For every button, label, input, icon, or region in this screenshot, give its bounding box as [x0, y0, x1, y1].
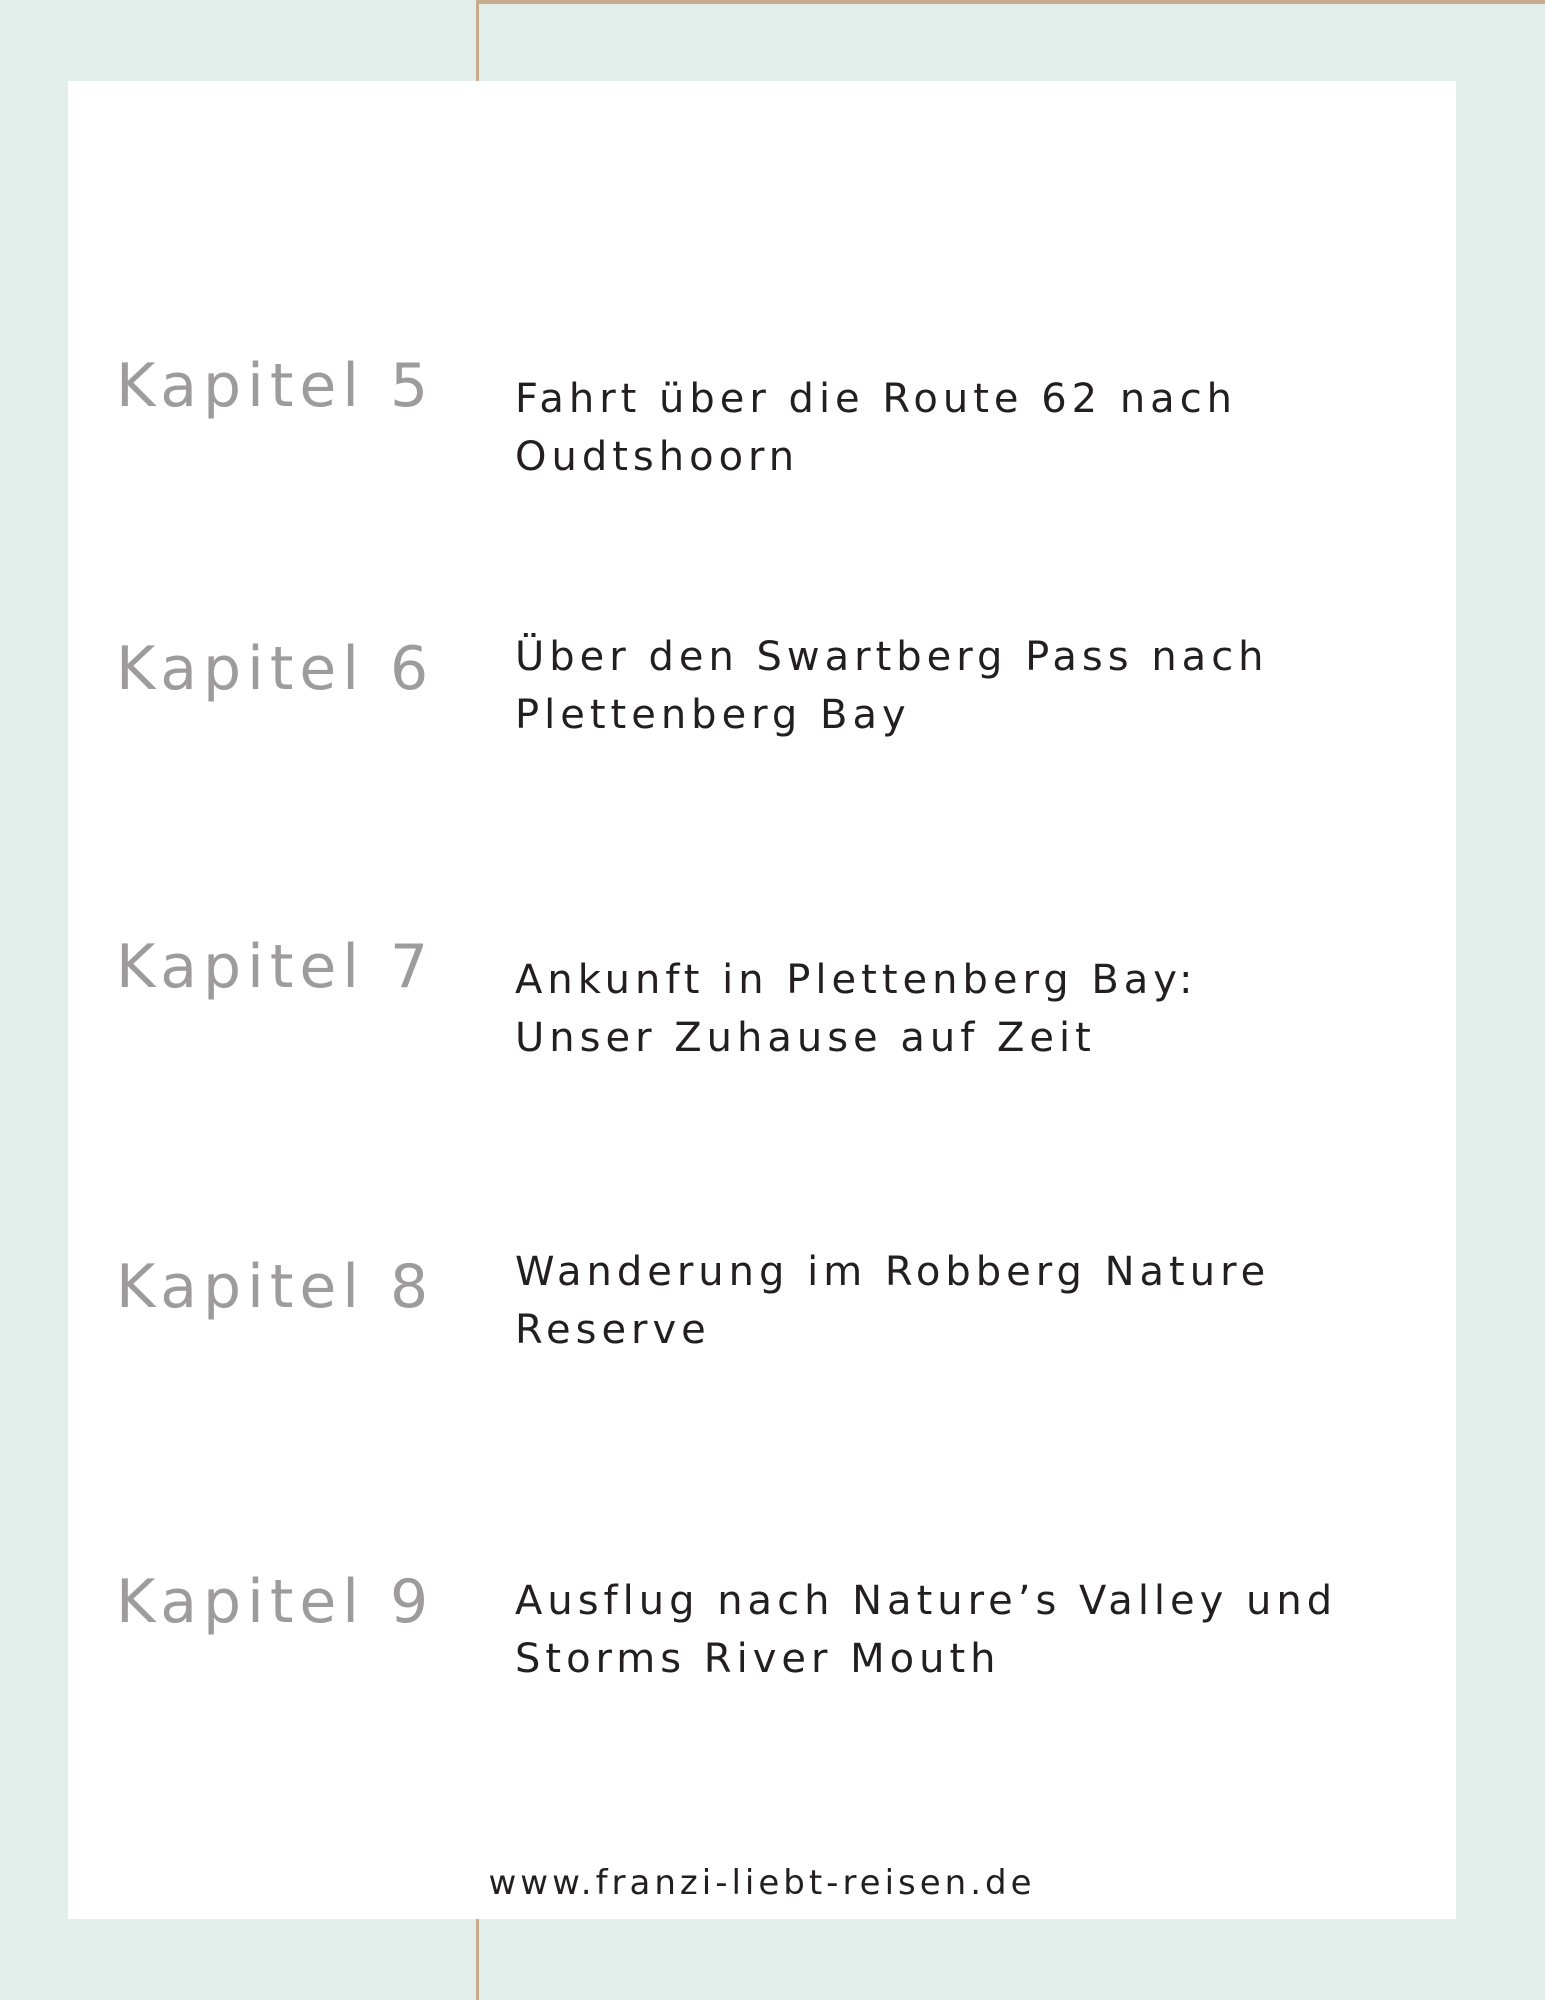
chapter-title-line: Storms River Mouth — [515, 1636, 1001, 1682]
chapter-label: Kapitel 7 — [116, 932, 435, 1002]
chapter-title-line: Unser Zuhause auf Zeit — [515, 1015, 1096, 1061]
chapter-title-line: Fahrt über die Route 62 nach — [515, 376, 1238, 422]
chapter-label: Kapitel 8 — [116, 1252, 435, 1322]
chapter-label: Kapitel 6 — [116, 634, 435, 704]
chapter-title — [515, 370, 1415, 486]
chapter-title-line: Plettenberg Bay — [515, 692, 911, 738]
chapter-title-line: Reserve — [515, 1307, 711, 1353]
chapter-label: Kapitel 9 — [116, 1567, 435, 1637]
chapter-title-line: Über den Swartberg Pass nach — [515, 634, 1269, 680]
chapter-title-line: Ausflug nach Nature’s Valley und — [515, 1578, 1338, 1624]
chapter-title-line: Ankunft in Plettenberg Bay: — [515, 957, 1198, 1003]
footer-website-url: www.franzi-liebt-reisen.de — [488, 1863, 1036, 1903]
chapter-title — [515, 951, 1415, 1067]
chapter-title-line: Wanderung im Robberg Nature — [515, 1249, 1271, 1295]
chapter-title — [515, 628, 1415, 744]
table-of-contents-page — [68, 81, 1456, 1919]
chapter-title — [515, 1572, 1415, 1688]
chapter-title-line: Oudtshoorn — [515, 434, 800, 480]
chapter-title — [515, 1243, 1415, 1359]
chapter-label: Kapitel 5 — [116, 351, 435, 421]
